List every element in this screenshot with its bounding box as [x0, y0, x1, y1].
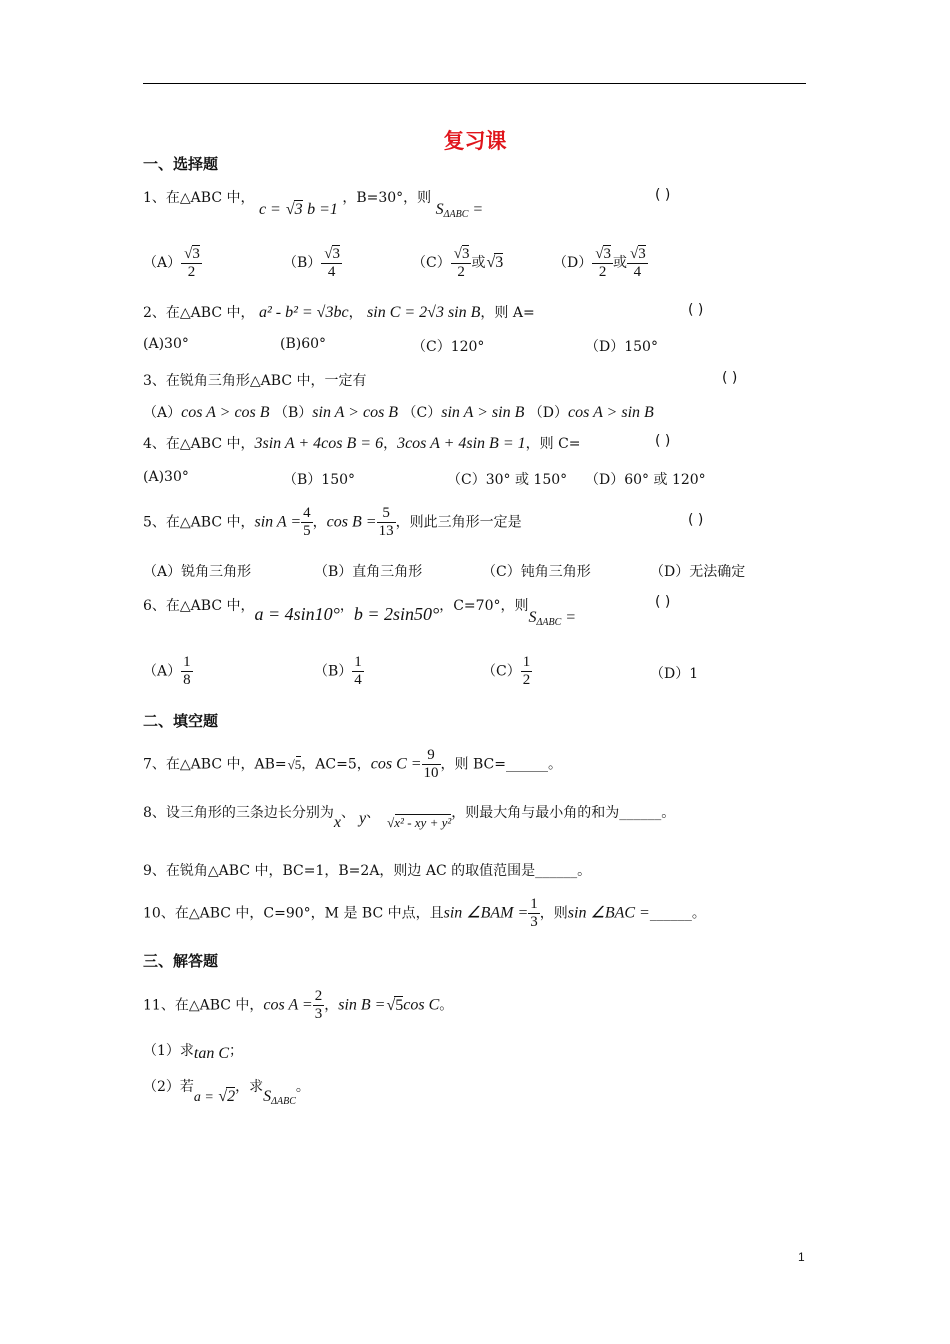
q11-part-2: （2）若a = √ 2，求$S_{\Delta ABC}$。 — [143, 1076, 310, 1097]
q1-lead: 1、在△ABC 中， — [143, 190, 255, 206]
q11-tanC: tan C — [193, 1045, 230, 1062]
question-2 — [143, 302, 535, 322]
q6-option-c: （C） $\frac{1}{2}$ — [482, 654, 531, 688]
q10-lead: 10、在△ABC 中，C=90°，M 是 BC 中点，且 — [143, 905, 444, 922]
q1-answer-blank: ( ) — [655, 187, 671, 203]
q1-c-expr: c = √ 3 — [259, 201, 303, 218]
q3-options — [143, 402, 654, 422]
section-heading-answer: 三、解答题 — [143, 952, 219, 970]
q5-answer-blank: ( ) — [688, 512, 704, 528]
q1-b-expr: b =1 — [307, 201, 338, 218]
q10-expr-2: sin ∠BAC = — [567, 904, 650, 922]
q5-option-a: （A）锐角三角形 — [143, 564, 252, 580]
q5-lead: 5、在△ABC 中， — [143, 514, 255, 531]
q4-expr-1: 3sin A + 4cos B = 6 — [254, 435, 384, 452]
q10-expr: sin ∠BAM = — [443, 904, 529, 922]
q5-rest: ，则此三角形一定是 — [395, 514, 522, 531]
q6-lead: 6、在△ABC 中， — [143, 598, 255, 614]
page-number: 1 — [798, 1250, 805, 1264]
question-8: 8、设三角形的三条边长分别为x、 y、√ x² - xy + y²，则最大角与最小角的和为______。 — [143, 802, 675, 822]
q4-option-c: （C）30° 或 150° — [447, 472, 568, 488]
question-4 — [143, 433, 581, 453]
q11-cos: cos A = — [263, 996, 313, 1014]
q1-option-b: （B） √ $\frac{3}{4}$ — [283, 245, 342, 281]
q7-mid: ，AC=5， — [301, 756, 371, 773]
q5-option-d: （D）无法确定 — [650, 564, 746, 580]
q3-option-a: （A）cos A > cos B — [143, 404, 270, 421]
q4-expr-2: 3cos A + 4sin B = 1 — [397, 435, 526, 452]
q4-option-d: （D）60° 或 120° — [585, 472, 706, 488]
q10-mid: ，则 — [539, 905, 568, 922]
q11-a-expr: a = √ 2 — [194, 1090, 235, 1105]
q1-options — [143, 245, 202, 281]
q7-lead: 7、在△ABC 中，AB= — [143, 756, 287, 773]
q11-root: √ 5 — [394, 996, 403, 1015]
q4-option-b: （B）150° — [283, 472, 356, 488]
question-5: 5、在△ABC 中，sin A = $\frac{4}{5}$ ，cos B = $\frac{5}{13}$ ，则此三角形一定是 — [143, 505, 522, 539]
q2-comma: ， — [348, 305, 363, 321]
q6-area-expr: $S_{\Delta ABC}$ = — [528, 609, 577, 628]
q8-rest: ，则最大角与最小角的和为______。 — [451, 805, 676, 821]
q8-root: √ x² - xy + y² — [395, 814, 451, 831]
q5-sinA-frac: $\frac{4}{5}$ — [303, 505, 311, 539]
q2-answer-blank: ( ) — [688, 302, 704, 318]
q6-answer-blank: ( ) — [655, 594, 671, 610]
q7-root: √ 5 — [296, 756, 302, 773]
q4-option-a: (A)30° — [143, 469, 189, 485]
q1-option-a: （A） √ $\frac{3}{2}$ — [143, 255, 202, 271]
question-6: 6、在△ABC 中，a = 4sin10°，b = 2sin50°，C=70°，则$S_{\Delta ABC}$ = — [143, 598, 577, 628]
q3-option-c: （C）sin A > sin B — [402, 404, 525, 421]
q1-option-d: （D） √ $\frac{3}{2}$ 或 √ $\frac{3}{4}$ — [553, 245, 648, 281]
q8-y: y — [359, 810, 367, 827]
q2-option-d: （D）150° — [585, 339, 658, 355]
q6-rest: ，C=70°，则 — [439, 598, 529, 614]
q10-frac: $\frac{1}{3}$ — [530, 896, 538, 930]
q5-sinA: sin A = — [254, 513, 302, 531]
header-rule — [143, 83, 806, 84]
section-heading-choice: 一、选择题 — [143, 155, 219, 173]
q6-option-b: （B） $\frac{1}{4}$ — [314, 654, 362, 688]
q2-expr-2: sin C = 2√3 sin B — [367, 304, 481, 321]
q7-frac: $\frac{9}{10}$ — [423, 747, 439, 781]
q4-answer-blank: ( ) — [655, 433, 671, 449]
q1-rest: ，B=30°，则 — [342, 190, 432, 206]
q7-cos: cos C = — [370, 755, 422, 773]
q11-area-expr: $S_{\Delta ABC}$ — [263, 1088, 296, 1107]
q1-option-c: （C） √ $\frac{3}{2}$ 或√ 3 — [412, 245, 503, 281]
question-7 — [143, 747, 562, 782]
q6-expr-1: a = 4sin10° — [254, 604, 340, 624]
q5-option-b: （B）直角三角形 — [314, 564, 423, 580]
q2-option-a: (A)30° — [143, 336, 189, 352]
page-title: 复习课 — [443, 129, 507, 153]
q2-option-b: (B)60° — [280, 336, 327, 352]
question-11: 11、在△ABC 中，cos A = $\frac{2}{3}$ ，sin B =√ 5cos C。 — [143, 988, 453, 1023]
q5-cosB-frac: $\frac{5}{13}$ — [378, 505, 394, 539]
q5-option-c: （C）钝角三角形 — [482, 564, 591, 580]
q2-lead: 2、在△ABC 中， — [143, 305, 255, 321]
q11-cosC: cos C — [403, 996, 440, 1014]
q6-option-d: （D）1 — [650, 666, 699, 682]
q4-rest: ，则 C= — [525, 436, 581, 452]
q11-part-1: （1）求tan C； — [143, 1043, 244, 1062]
q8-x: x — [333, 814, 342, 831]
q4-comma: ， — [383, 436, 398, 452]
q3-answer-blank: ( ) — [722, 370, 738, 386]
q3-option-b: （B）sin A > cos B — [274, 404, 399, 421]
q10-rest: ______。 — [649, 905, 706, 922]
q2-option-c: （C）120° — [412, 339, 485, 355]
q4-lead: 4、在△ABC 中， — [143, 436, 255, 452]
q6-expr-2: b = 2sin50° — [353, 604, 440, 624]
q11-frac: $\frac{2}{3}$ — [314, 988, 323, 1022]
question-1 — [143, 187, 484, 220]
q2-expr-1: a² - b² = √3bc — [258, 304, 349, 321]
question-10 — [143, 896, 706, 931]
q3-option-d: （D）cos A > sin B — [528, 404, 654, 421]
question-3: 3、在锐角三角形△ABC 中，一定有 — [143, 373, 367, 389]
q7-rest: ，则 BC=______。 — [440, 756, 562, 773]
q6-option-a: （A） $\frac{1}{8}$ — [143, 654, 191, 688]
q5-cosB: cos B = — [326, 513, 377, 531]
q2-rest: ，则 A= — [480, 305, 535, 321]
question-9: 9、在锐角△ABC 中，BC=1，B=2A，则边 AC 的取值范围是______。 — [143, 863, 592, 879]
q11-sin: sin B = — [338, 996, 386, 1014]
section-heading-fill: 二、填空题 — [143, 712, 219, 730]
q11-lead: 11、在△ABC 中， — [143, 997, 264, 1014]
q1-area-expr: $S_{\Delta ABC}$ = — [435, 201, 484, 220]
q8-lead: 8、设三角形的三条边长分别为 — [143, 805, 334, 821]
